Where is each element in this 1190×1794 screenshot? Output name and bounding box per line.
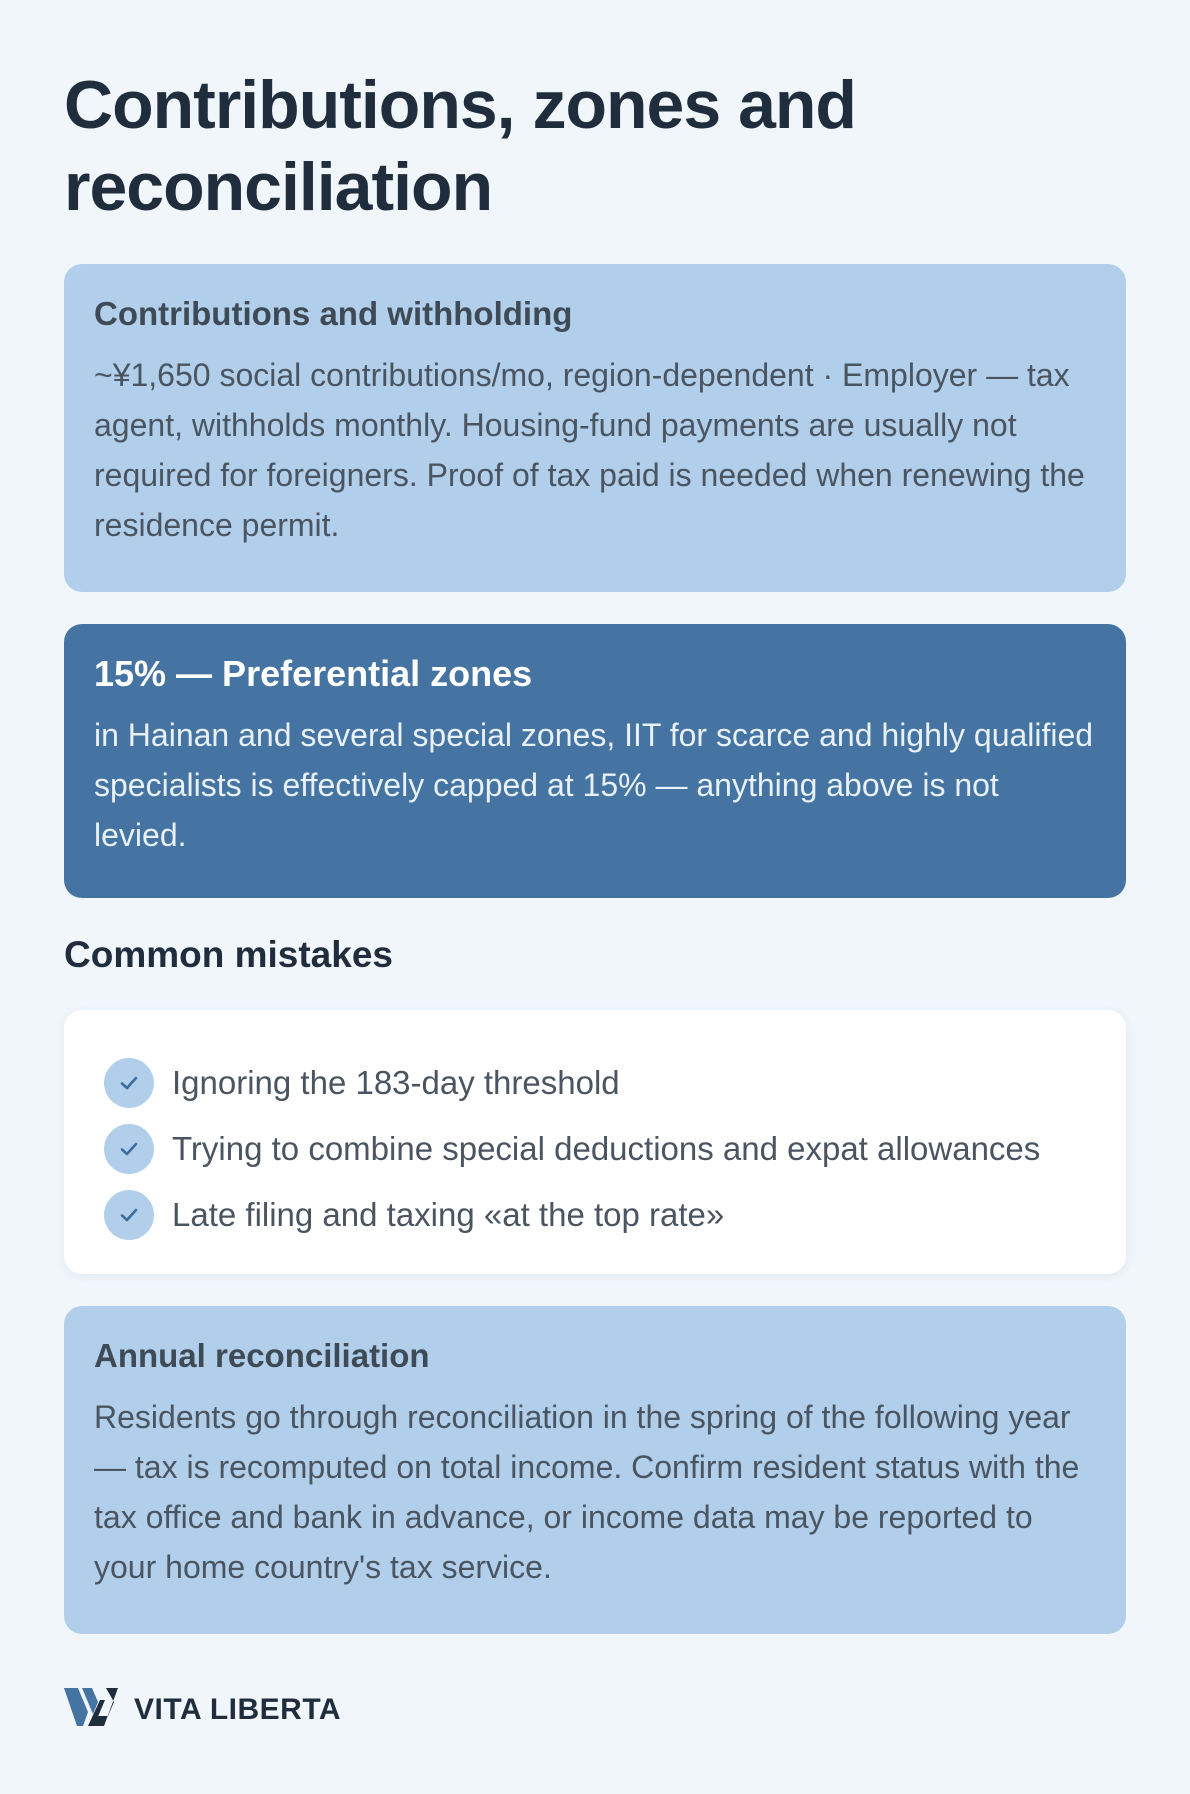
mistake-text: Ignoring the 183-day threshold	[172, 1064, 620, 1101]
mistake-text: Trying to combine special deductions and expat allowances	[172, 1130, 1041, 1167]
list-item	[104, 1116, 1086, 1182]
mistakes-card	[64, 1010, 1126, 1274]
contributions-heading: Contributions and withholding	[94, 295, 573, 332]
zones-body: in Hainan and several special zones, IIT for scarce and highly qualified specialists is effectively capped at 15% — anything above is not levied.	[94, 717, 1094, 853]
contributions-card	[64, 264, 1126, 592]
annual-body: Residents go through reconciliation in the spring of the following year — tax is recomputed on total income. Confirm resident status with the tax office and bank in advance, or income data may be reported to your home country's tax service.	[94, 1399, 1080, 1585]
annual-reconciliation-card	[64, 1306, 1126, 1634]
list-item	[104, 1182, 1086, 1248]
check-icon	[104, 1058, 154, 1108]
zones-heading: 15% — Preferential zones	[94, 653, 533, 694]
mistakes-heading: Common mistakes	[64, 934, 393, 975]
preferential-zones-card	[64, 624, 1126, 898]
mistakes-list	[104, 1050, 1086, 1248]
mistake-text: Late filing and taxing «at the top rate»	[172, 1196, 725, 1233]
vita-liberta-logo-icon	[64, 1686, 120, 1733]
contributions-body: ~¥1,650 social contributions/mo, region-dependent · Employer — tax agent, withholds monthly. Housing-fund payments are usually not required for foreigners. Proof of tax paid is needed when renewing the residence permit.	[94, 357, 1085, 543]
check-icon	[104, 1124, 154, 1174]
brand-name: VITA LIBERTA	[134, 1692, 342, 1726]
list-item	[104, 1050, 1086, 1116]
page-title: Contributions, zones and reconciliation	[64, 67, 856, 225]
brand-logo	[64, 1686, 341, 1733]
annual-heading: Annual reconciliation	[94, 1337, 430, 1374]
check-icon	[104, 1190, 154, 1240]
